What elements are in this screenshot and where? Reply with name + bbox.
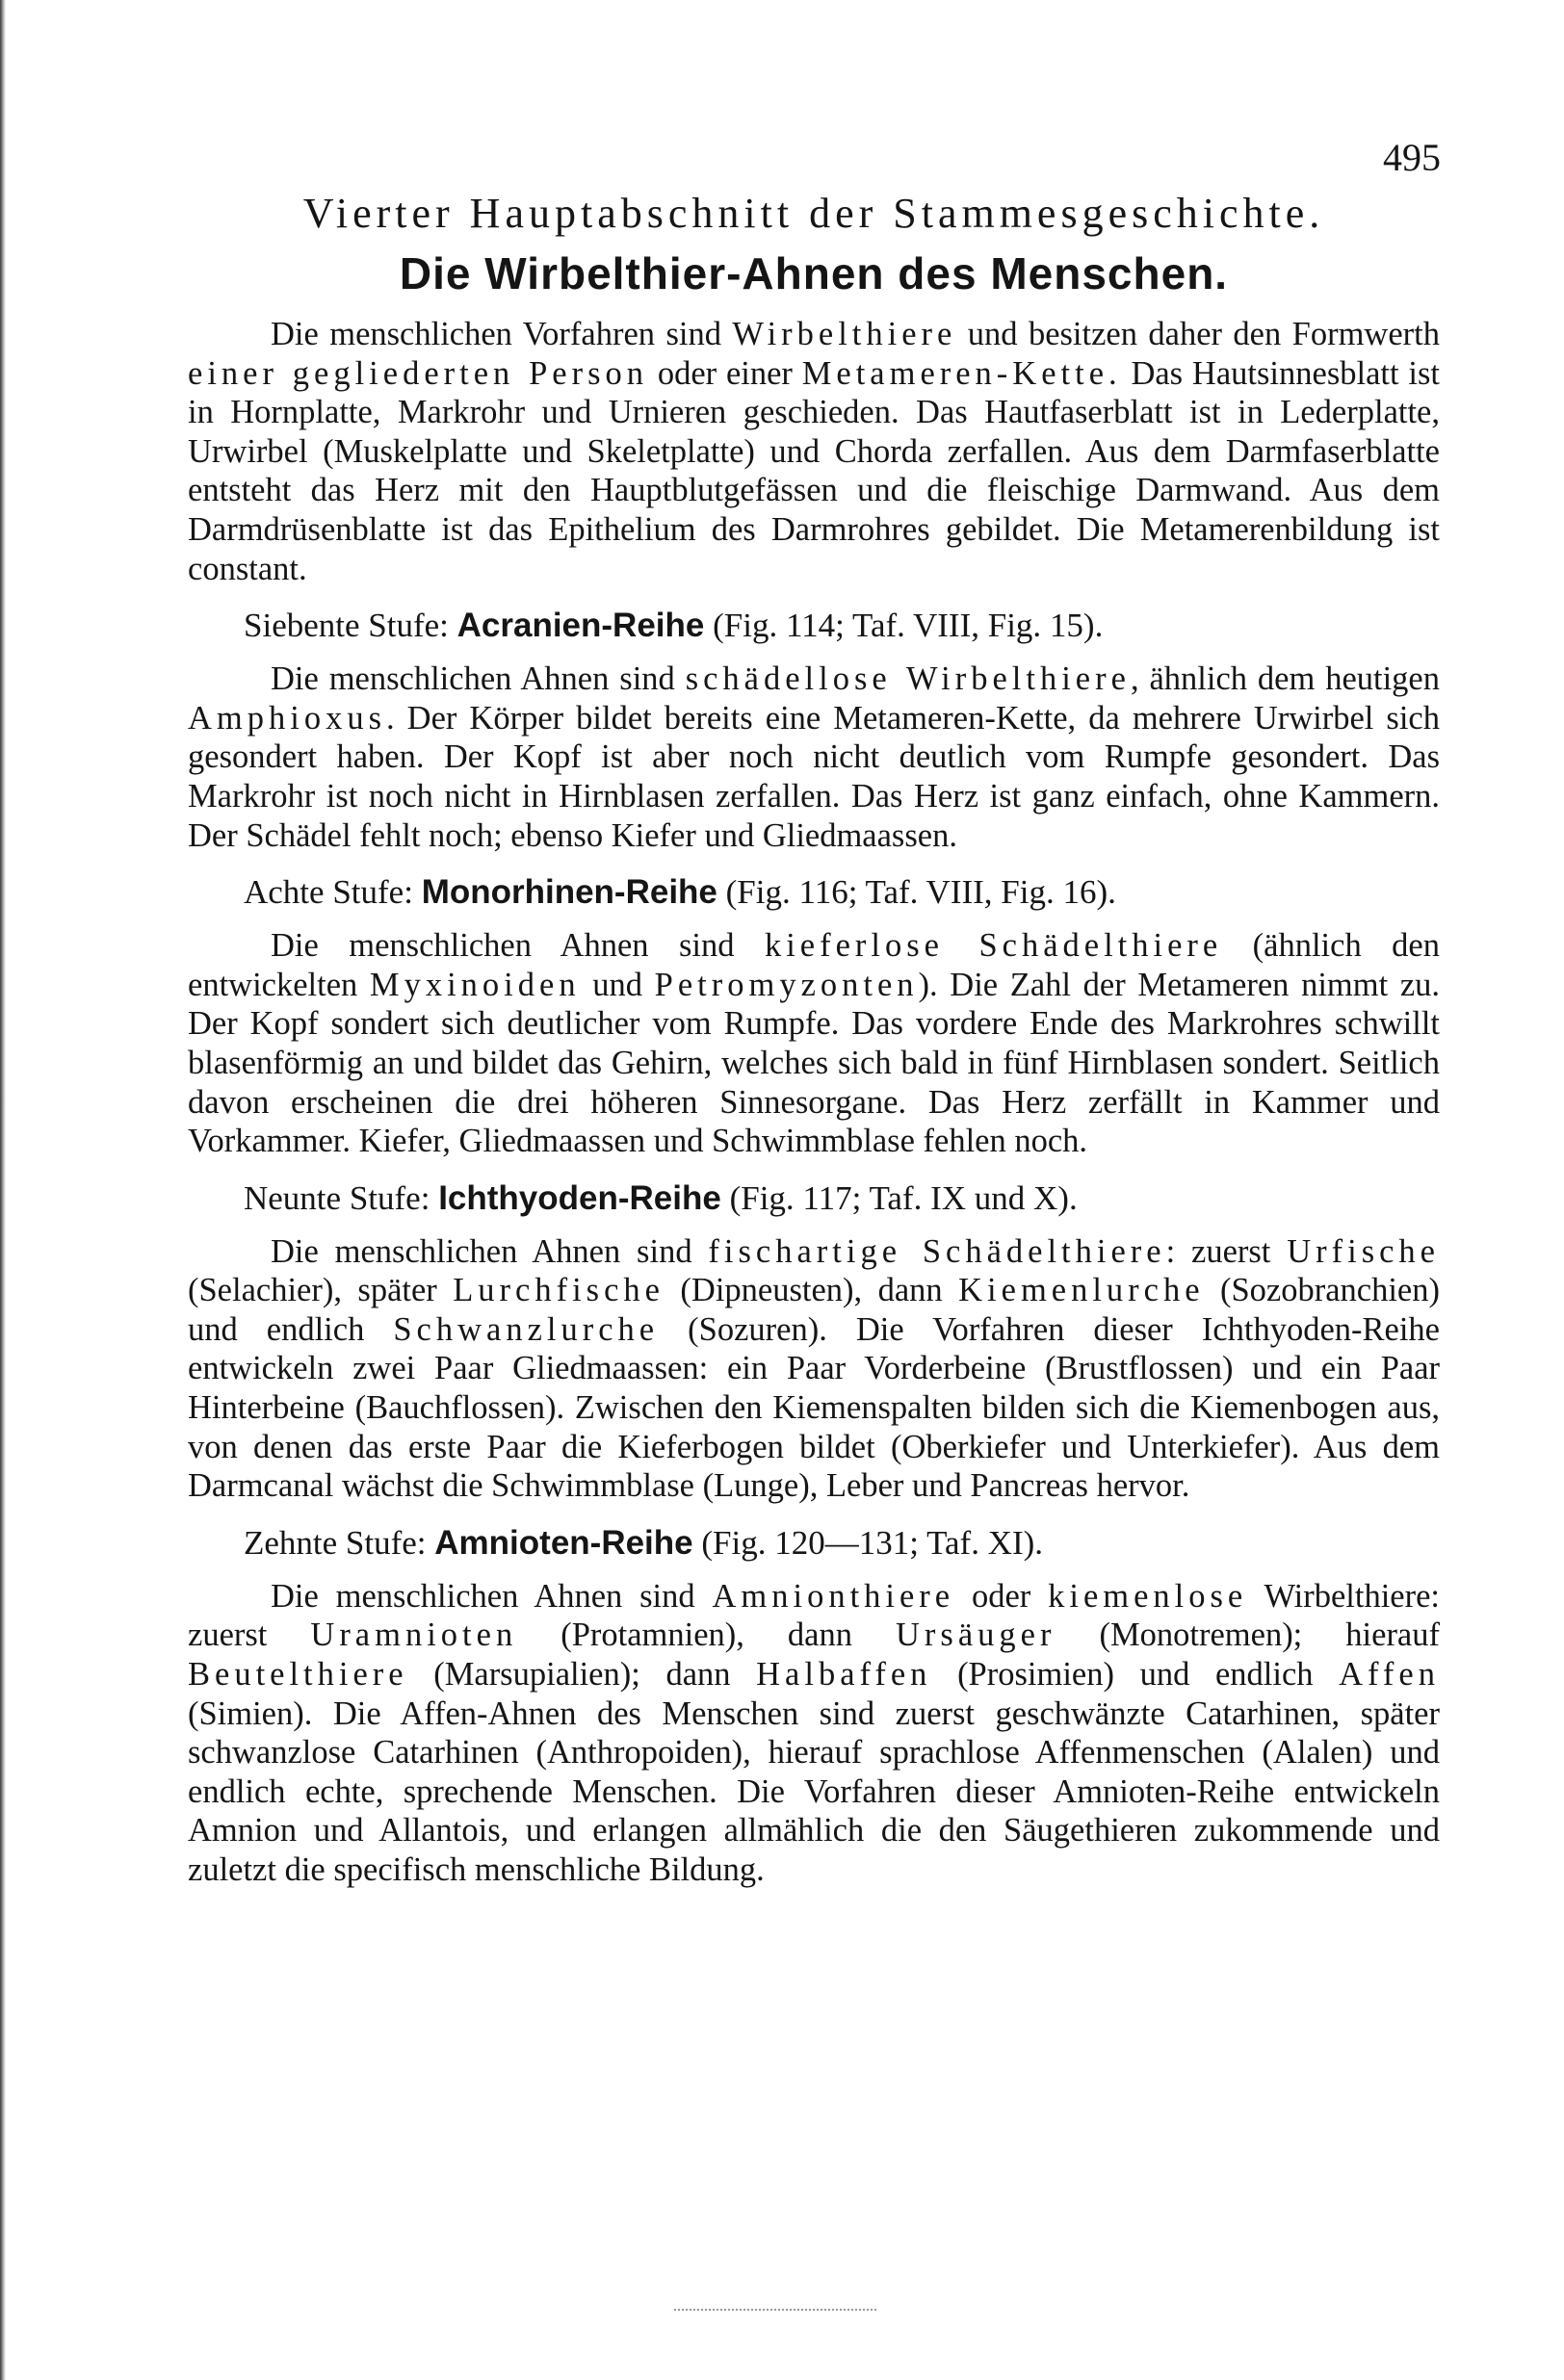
stage-name: Amnioten-Reihe: [434, 1523, 693, 1562]
page-number: 495: [1383, 136, 1441, 179]
stage7-paragraph: [188, 660, 1440, 855]
emphasized-term: kieferlose Schädelthiere: [764, 927, 1223, 965]
stage7-heading: [188, 606, 1440, 646]
emphasized-term: Kiemenlurche: [958, 1272, 1205, 1309]
text-run: (Protamnien), dann: [517, 1617, 897, 1654]
stage-name: Acranien-Reihe: [456, 607, 705, 645]
text-run: Die menschlichen Ahnen sind: [271, 660, 686, 698]
text-run: (Monotremen); hierauf: [1056, 1617, 1440, 1654]
text-run: Die menschlichen Ahnen sind: [271, 1232, 709, 1270]
stage-label: Siebente Stufe:: [244, 607, 449, 645]
emphasized-term: Urfische: [1287, 1232, 1440, 1270]
emphasized-term: Affen: [1339, 1656, 1440, 1694]
page-content: [188, 189, 1440, 1890]
text-run: Die menschlichen Ahnen sind: [271, 1577, 713, 1615]
emphasized-term: Beutelthiere: [188, 1656, 408, 1694]
text-run: (Marsupialien); dann: [407, 1656, 757, 1694]
emphasized-term: fischartige Schädelthiere: [708, 1232, 1166, 1270]
text-run: Die menschlichen Ahnen sind: [271, 927, 765, 965]
text-run: oder einer: [648, 354, 802, 392]
text-run: (Selachier), später: [188, 1272, 454, 1309]
emphasized-term: Metameren-Kette.: [801, 354, 1122, 392]
emphasized-term: Schwanzlurche: [393, 1310, 660, 1348]
stage10-paragraph: [188, 1577, 1440, 1890]
emphasized-term: Wirbelthiere: [732, 316, 957, 352]
stage-reference: (Fig. 116; Taf. VIII, Fig. 16).: [725, 873, 1116, 912]
emphasized-term: Petromyzonten: [654, 966, 919, 1003]
stage9-paragraph: [188, 1232, 1440, 1506]
text-run: Das Hautsinnesblatt ist in Hornplatte, Markrohr und Urnieren geschieden. Das Hautfaserblatt ist in Lederplatte, Urwirbel (Muskelplatte und Skeletplatte) und Chorda zerfallen. Aus dem Darmfaserblatte entsteht das Herz mit den Hauptblutgefässen und die fleischige Darmwand. Aus dem Darmdrüsenblatte ist das Epithelium des Darmrohres gebildet. Die Metamerenbildung ist constant.: [188, 354, 1440, 587]
emphasized-term: Lurchfische: [453, 1272, 665, 1309]
bottom-rule: [674, 2309, 876, 2311]
stage8-heading: [188, 872, 1440, 913]
text-run: oder: [954, 1577, 1049, 1615]
intro-paragraph: [188, 315, 1440, 588]
text-run: (Simien). Die Affen-Ahnen des Menschen sind zuerst geschwänzte Catarhinen, später schwanzlose Catarhinen (Anthropoiden), hierauf sprachlose Affenmenschen (Alalen) und endlich echte, sprechende Menschen. Die Vorfahren dieser Amnioten-Reihe entwickeln Amnion und Allantois, und erlangen allmählich die den Säugethieren zukommende und zuletzt die specifisch menschliche Bildung.: [188, 1694, 1440, 1888]
emphasized-term: Halbaffen: [756, 1656, 932, 1694]
emphasized-term: Ursäuger: [896, 1617, 1056, 1654]
emphasized-term: Amphioxus: [188, 699, 387, 737]
text-run: (Prosimien) und endlich: [931, 1656, 1340, 1694]
stage-label: Neunte Stufe:: [244, 1178, 430, 1217]
text-run: und besitzen daher den Formwerth: [956, 316, 1440, 352]
text-run: , ähnlich dem heutigen: [1130, 660, 1440, 698]
emphasized-term: Myxinoiden: [369, 966, 581, 1003]
section-subheading: Die Wirbelthier-Ahnen des Menschen.: [399, 248, 1229, 298]
text-run: : zuerst: [1165, 1232, 1288, 1270]
stage-reference: (Fig. 120—131; Taf. XI).: [701, 1523, 1044, 1562]
section-heading: Vierter Hauptabschnitt der Stammesgeschichte.: [302, 190, 1325, 237]
text-run: . Der Körper bildet bereits eine Metameren-Kette, da mehrere Urwirbel sich gesondert haben. Der Kopf ist aber noch nicht deutlich vom Rumpfe gesondert. Das Markrohr ist noch nicht in Hirnblasen zerfallen. Das Herz ist ganz einfach, ohne Kammern. Der Schädel fehlt noch; ebenso Kiefer und Gliedmaassen.: [188, 699, 1440, 854]
emphasized-term: Amnionthiere: [712, 1577, 955, 1615]
stage-name: Monorhinen-Reihe: [421, 873, 717, 912]
text-run: (ähnlich den entwickelten: [188, 927, 1440, 1003]
page-binding-edge: [0, 0, 6, 2380]
stage8-paragraph: [188, 926, 1440, 1161]
stage-label: Achte Stufe:: [244, 873, 413, 912]
emphasized-term: Uramnioten: [310, 1617, 518, 1654]
text-run: (Sozuren). Die Vorfahren dieser Ichthyoden-Reihe entwickeln zwei Paar Gliedmaassen: ein Paar Vorderbeine (Brustflossen) und ein Paar Hinterbeine (Bauchflossen). Zwischen den Kiemenspalten bilden sich die Kiemenbogen aus, von denen das erste Paar die Kieferbogen bildet (Oberkiefer und Unterkiefer). Aus dem Darmcanal wächst die Schwimmblase (Lunge), Leber und Pancreas hervor.: [188, 1310, 1440, 1505]
stage10-heading: [188, 1523, 1440, 1564]
text-run: Wirbelthiere: zuerst: [188, 1577, 1440, 1654]
stage-reference: (Fig. 117; Taf. IX und X).: [729, 1178, 1078, 1217]
stage9-heading: [188, 1178, 1440, 1219]
text-run: und: [580, 966, 655, 1003]
emphasized-term: einer gegliederten Person: [188, 354, 648, 392]
stage-name: Ichthyoden-Reihe: [438, 1178, 721, 1217]
stage-reference: (Fig. 114; Taf. VIII, Fig. 15).: [713, 607, 1104, 645]
text-run: Die menschlichen Vorfahren sind: [271, 316, 733, 352]
emphasized-term: schädellose Wirbelthiere: [685, 660, 1131, 698]
text-run: ). Die Zahl der Metameren nimmt zu. Der Kopf sondert sich deutlicher vom Rumpfe. Das vordere Ende des Markrohres schwillt blasenförmig an und bildet das Gehirn, welches sich bald in fünf Hirnblasen sondert. Seitlich davon erscheinen die drei höheren Sinnesorgane. Das Herz zerfällt in Kammer und Vorkammer. Kiefer, Gliedmaassen und Schwimmblase fehlen noch.: [188, 966, 1441, 1160]
stage-label: Zehnte Stufe:: [244, 1523, 427, 1562]
emphasized-term: kiemenlose: [1048, 1577, 1248, 1615]
text-run: (Sozobranchien) und endlich: [188, 1272, 1440, 1348]
text-run: (Dipneusten), dann: [664, 1272, 959, 1309]
